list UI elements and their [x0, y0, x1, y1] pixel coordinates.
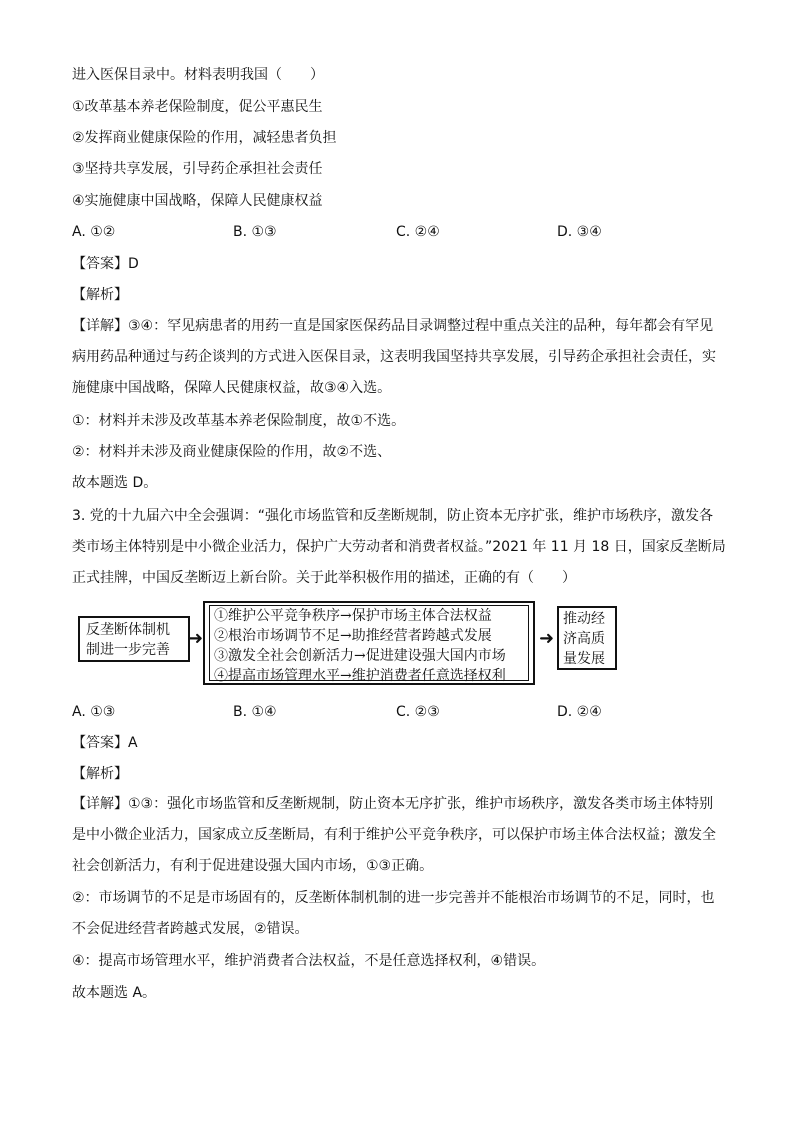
q2-item-4: ④实施健康中国战略，保障人民健康权益 — [72, 193, 323, 209]
q3-detail-line-3: 社会创新活力，有利于促进建设强大国内市场，①③正确。 — [72, 858, 434, 874]
q2-item-1: ①改革基本养老保险制度，促公平惠民生 — [72, 99, 323, 115]
diagram-middle-line-1: ①维护公平竞争秩序→保护市场主体合法权益 — [214, 608, 492, 624]
q3-note-2-line-1: ②：市场调节的不足是市场固有的，反垄断体制机制的进一步完善并不能根治市场调节的不足，同时，也 — [72, 890, 715, 906]
q3-stem-line-3: 正式挂牌，中国反垄断迈上新台阶。关于此举积极作用的描述，正确的有（ ） — [72, 570, 576, 586]
q3-detail — [72, 789, 722, 882]
diagram-right-line-1: 推动经 — [563, 611, 605, 627]
diagram-left-box — [78, 616, 190, 662]
q2-analysis-label: 【解析】 — [72, 287, 128, 303]
q2-stem-end: 进入医保目录中。材料表明我国（ ） — [72, 67, 324, 83]
q3-option-c: C. ②③ — [396, 704, 440, 720]
q3-conclusion: 故本题选 A。 — [72, 985, 157, 1001]
q3-note-2-line-2: 不会促进经营者跨越式发展，②错误。 — [72, 921, 309, 937]
q2-option-b: B. ①③ — [233, 224, 277, 240]
diagram-arrow-2: ➜ — [539, 628, 555, 649]
q2-option-d: D. ③④ — [557, 224, 602, 240]
q3-note-4: ④：提高市场管理水平，维护消费者合法权益，不是任意选择权利，④错误。 — [72, 953, 546, 969]
q3-option-a: A. ①③ — [72, 704, 116, 720]
diagram-middle-line-2: ②根治市场调节不足→助推经营者跨越式发展 — [214, 628, 492, 644]
q3-note-2 — [72, 883, 722, 945]
q2-detail-line-2: 病用药品种通过与药企谈判的方式进入医保目录，这表明我国坚持共享发展，引导药企承担社会责任，实 — [72, 349, 716, 365]
q2-detail-line-3: 施健康中国战略，保障人民健康权益，故③④入选。 — [72, 380, 392, 396]
q3-stem — [72, 501, 726, 594]
q2-item-2: ②发挥商业健康保险的作用，减轻患者负担 — [72, 130, 337, 146]
q2-answer: 【答案】D — [72, 256, 139, 272]
q3-detail-line-1: 【详解】①③：强化市场监管和反垄断规制，防止资本无序扩张，维护市场秩序，激发各类市场主体特别 — [72, 796, 714, 812]
q3-detail-line-2: 是中小微企业活力，国家成立反垄断局，有利于维护公平竞争秩序，可以保护市场主体合法权益；激发全 — [72, 827, 716, 843]
diagram-left-line-2: 制进一步完善 — [86, 642, 170, 658]
q3-answer: 【答案】A — [72, 735, 138, 751]
diagram-middle-line-3: ③激发全社会创新活力→促进建设强大国内市场 — [214, 648, 506, 664]
diagram-right-line-3: 量发展 — [563, 651, 605, 667]
q2-note-2: ②：材料并未涉及商业健康保险的作用，故②不选、 — [72, 444, 392, 460]
diagram-middle-box — [203, 601, 535, 685]
q2-note-1: ①：材料并未涉及改革基本养老保险制度，故①不选。 — [72, 413, 406, 429]
q3-option-b: B. ①④ — [233, 704, 277, 720]
q3-stem-line-1: 3. 党的十九届六中全会强调：“强化市场监管和反垄断规制，防止资本无序扩张，维护市场秩序，激发各 — [72, 508, 714, 524]
diagram-middle-line-4: ④提高市场管理水平→维护消费者任意选择权利 — [214, 668, 506, 684]
q2-detail-line-1: 【详解】③④：罕见病患者的用药一直是国家医保药品目录调整过程中重点关注的品种，每年都会有罕见 — [72, 318, 714, 334]
q3-option-d: D. ②④ — [557, 704, 602, 720]
q2-item-3: ③坚持共享发展，引导药企承担社会责任 — [72, 161, 323, 177]
q2-option-a: A. ①② — [72, 224, 116, 240]
diagram-arrow-1: ➜ — [188, 628, 204, 649]
q2-option-c: C. ②④ — [396, 224, 440, 240]
diagram-right-box — [557, 606, 617, 670]
q3-analysis-label: 【解析】 — [72, 766, 128, 782]
q2-conclusion: 故本题选 D。 — [72, 475, 158, 491]
q2-detail — [72, 311, 722, 404]
diagram-right-line-2: 济高质 — [563, 631, 605, 647]
q3-stem-line-2: 类市场主体特别是中小微企业活力，保护广大劳动者和消费者权益。”2021 年 11 月 18 日，国家反垄断局 — [72, 539, 726, 555]
diagram-left-line-1: 反垄断体制机 — [86, 622, 170, 638]
